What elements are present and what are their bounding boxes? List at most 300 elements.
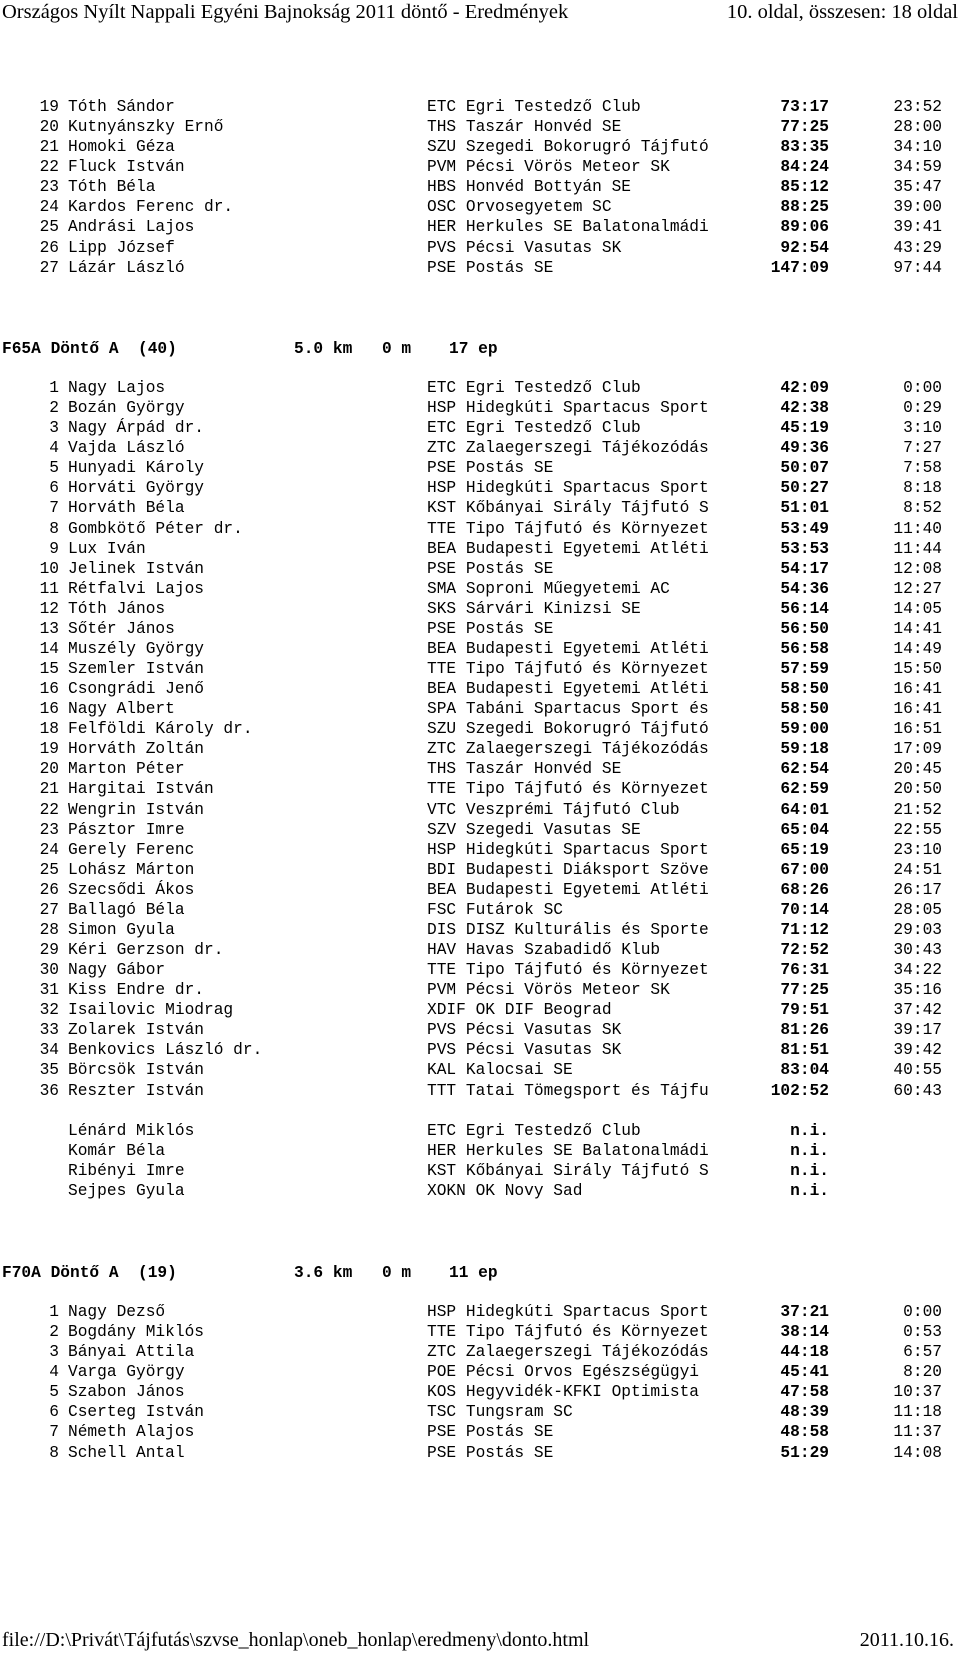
club-name: TTT Tatai Tömegsport és Tájfu — [427, 1081, 709, 1100]
competitor-name: Németh Alajos — [68, 1423, 195, 1442]
finish-time: 48:39 — [780, 1403, 829, 1422]
result-row — [0, 157, 960, 178]
finish-time: 64:01 — [780, 800, 829, 819]
finish-time: 65:19 — [780, 840, 829, 859]
finish-time: 54:17 — [780, 559, 829, 578]
result-row — [0, 1362, 960, 1383]
competitor-name: Hunyadi Károly — [68, 459, 204, 478]
time-behind: 34:22 — [893, 961, 942, 979]
club-name: ETC Egri Testedző Club — [427, 98, 641, 116]
result-row — [0, 619, 960, 640]
finish-time: 44:18 — [780, 1343, 829, 1362]
club-name: SMA Soproni Műegyetemi AC — [427, 579, 670, 598]
club-name: BEA Budapesti Egyetemi Atléti — [427, 880, 709, 899]
rank: 22 — [39, 800, 59, 819]
time-behind: 15:50 — [893, 660, 942, 678]
finish-time: 53:49 — [780, 519, 829, 538]
time-behind: 0:53 — [903, 1323, 942, 1342]
club-name: THS Taszár Honvéd SE — [427, 760, 622, 779]
result-row — [0, 900, 960, 921]
course-climb: 0 m — [382, 1264, 412, 1282]
time-behind: 16:41 — [893, 700, 942, 719]
result-row — [0, 739, 960, 760]
time-behind: 37:42 — [893, 1001, 942, 1020]
rank: 16 — [39, 700, 59, 719]
competitor-name: Tóth Béla — [68, 178, 156, 197]
rank: 2 — [49, 1323, 59, 1342]
competitor-name: Sőtér János — [68, 619, 175, 638]
rank: 25 — [39, 860, 59, 879]
time-behind: 20:45 — [893, 760, 942, 779]
time-behind: 28:05 — [893, 900, 942, 919]
finish-time: 70:14 — [780, 900, 829, 919]
result-row — [0, 1302, 960, 1323]
time-behind: 8:52 — [903, 499, 942, 518]
competitor-name: Szemler István — [68, 660, 204, 678]
competitor-name: Kardos Ferenc dr. — [68, 198, 234, 217]
finish-time: 59:00 — [780, 720, 829, 739]
rank: 27 — [39, 258, 59, 277]
club-name: TTE Tipo Tájfutó és Környezet — [427, 519, 709, 538]
time-behind: 20:50 — [893, 780, 942, 799]
course-distance: 5.0 km — [294, 340, 353, 358]
time-behind: 0:00 — [903, 379, 942, 397]
finish-time: 77:25 — [780, 981, 829, 1000]
rank: 8 — [49, 1443, 59, 1462]
result-row — [0, 1322, 960, 1343]
rank: 10 — [39, 559, 59, 578]
time-behind: 0:00 — [903, 1303, 942, 1321]
finish-time: 50:07 — [780, 459, 829, 478]
club-name: TTE Tipo Tájfutó és Környezet — [427, 1323, 709, 1342]
unranked-row — [0, 1141, 960, 1162]
time-behind: 12:08 — [893, 559, 942, 578]
competitor-name: Reszter István — [68, 1081, 204, 1100]
club-name: HER Herkules SE Balatonalmádi — [427, 1142, 709, 1161]
rank: 13 — [39, 619, 59, 638]
rank: 33 — [39, 1021, 59, 1040]
result-row — [0, 1422, 960, 1443]
rank: 6 — [49, 1403, 59, 1422]
finish-time: 42:09 — [780, 379, 829, 397]
rank: 11 — [39, 579, 59, 598]
club-name: HSP Hidegkúti Spartacus Sport — [427, 1303, 709, 1321]
rank: 25 — [39, 218, 59, 237]
page-footer — [0, 1628, 960, 1653]
competitor-name: Zolarek István — [68, 1021, 204, 1040]
time-behind: 35:47 — [893, 178, 942, 197]
time-behind: 14:05 — [893, 599, 942, 618]
rank: 34 — [39, 1041, 59, 1060]
rank: 22 — [39, 158, 59, 177]
time-behind: 40:55 — [893, 1061, 942, 1080]
time-behind: 8:18 — [903, 479, 942, 498]
finish-time: 49:36 — [780, 439, 829, 458]
control-count: 11 ep — [449, 1264, 498, 1282]
club-name: THS Taszár Honvéd SE — [427, 118, 622, 137]
competitor-name: Lázár László — [68, 258, 185, 277]
rank: 7 — [49, 1423, 59, 1442]
competitor-name: Sejpes Gyula — [68, 1182, 185, 1201]
club-name: BEA Budapesti Egyetemi Atléti — [427, 639, 709, 658]
file-path: file://D:\Privát\Tájfutás\szvse_honlap\oneb_honlap\eredmeny\donto.html — [2, 1629, 590, 1651]
finish-time: 56:50 — [780, 619, 829, 638]
club-name: TTE Tipo Tájfutó és Környezet — [427, 780, 709, 799]
time-behind: 11:37 — [893, 1423, 942, 1442]
competitor-name: Nagy Árpád dr. — [68, 419, 204, 438]
competitor-name: Horváth Zoltán — [68, 740, 204, 759]
competitor-name: Lohász Márton — [68, 860, 195, 879]
time-behind: 34:59 — [893, 158, 942, 177]
competitor-name: Nagy Gábor — [68, 961, 166, 979]
rank: 18 — [39, 720, 59, 739]
club-name: HAV Havas Szabadidő Klub — [427, 941, 661, 959]
rank: 21 — [39, 780, 59, 799]
club-name: PSE Postás SE — [427, 258, 554, 277]
result-row — [0, 1342, 960, 1363]
course-distance: 3.6 km — [294, 1264, 353, 1282]
finish-time: 72:52 — [780, 941, 829, 959]
club-name: TSC Tungsram SC — [427, 1403, 573, 1422]
result-row — [0, 719, 960, 740]
competitor-name: Simon Gyula — [68, 920, 175, 939]
time-behind: 14:41 — [893, 619, 942, 638]
club-name: HSP Hidegkúti Spartacus Sport — [427, 840, 709, 859]
competitor-name: Kutnyánszky Ernő — [68, 118, 224, 137]
rank: 14 — [39, 639, 59, 658]
club-name: PSE Postás SE — [427, 1443, 554, 1462]
competitor-name: Horváti György — [68, 479, 204, 498]
time-behind: 39:41 — [893, 218, 942, 237]
control-count: 17 ep — [449, 340, 498, 358]
time-behind: 29:03 — [893, 920, 942, 939]
result-row — [0, 438, 960, 459]
result-row — [0, 779, 960, 800]
result-row — [0, 980, 960, 1001]
time-behind: 17:09 — [893, 740, 942, 759]
result-row — [0, 1020, 960, 1041]
rank: 28 — [39, 920, 59, 939]
rank: 21 — [39, 138, 59, 157]
club-name: HBS Honvéd Bottyán SE — [427, 178, 631, 197]
competitor-name: Jelinek István — [68, 559, 204, 578]
result-row — [0, 238, 960, 259]
club-name: KST Kőbányai Sirály Tájfutó S — [427, 1162, 709, 1181]
result-row — [0, 880, 960, 901]
club-name: PSE Postás SE — [427, 459, 554, 478]
competitor-name: Komár Béla — [68, 1142, 166, 1161]
competitor-name: Szecsődi Ákos — [68, 880, 195, 899]
result-row — [0, 699, 960, 720]
unranked-row — [0, 1121, 960, 1142]
rank: 36 — [39, 1081, 59, 1100]
result-row — [0, 258, 960, 279]
club-name: PVM Pécsi Vörös Meteor SK — [427, 981, 670, 1000]
club-name: PVS Pécsi Vasutas SK — [427, 238, 622, 257]
rank: 29 — [39, 941, 59, 959]
club-name: HER Herkules SE Balatonalmádi — [427, 218, 709, 237]
result-row — [0, 860, 960, 881]
club-name: DIS DISZ Kulturális és Sporte — [427, 920, 709, 939]
result-row — [0, 940, 960, 961]
finish-time: 45:41 — [780, 1363, 829, 1382]
time-behind: 8:20 — [903, 1363, 942, 1382]
competitor-name: Bozán György — [68, 399, 185, 418]
club-name: HSP Hidegkúti Spartacus Sport — [427, 479, 709, 498]
result-row — [0, 960, 960, 981]
finish-time: 81:26 — [780, 1021, 829, 1040]
time-behind: 10:37 — [893, 1383, 942, 1402]
competitor-name: Varga György — [68, 1363, 185, 1382]
rank: 26 — [39, 880, 59, 899]
competitor-name: Marton Péter — [68, 760, 185, 779]
competitor-name: Wengrin István — [68, 800, 204, 819]
rank: 8 — [49, 519, 59, 538]
competitor-name: Felföldi Károly dr. — [68, 720, 253, 739]
rank: 4 — [49, 1363, 59, 1382]
result-row — [0, 197, 960, 218]
finish-time: 65:04 — [780, 820, 829, 839]
competitor-name: Ribényi Imre — [68, 1162, 185, 1181]
time-behind: 11:40 — [893, 519, 942, 538]
category-name: F70A Döntő A (19) — [2, 1264, 177, 1282]
course-climb: 0 m — [382, 340, 412, 358]
club-name: SKS Sárvári Kinizsi SE — [427, 599, 641, 618]
finish-time: 51:01 — [780, 499, 829, 518]
club-name: OSC Orvosegyetem SC — [427, 198, 612, 217]
club-name: ETC Egri Testedző Club — [427, 419, 641, 438]
result-row — [0, 559, 960, 580]
rank: 12 — [39, 599, 59, 618]
result-row — [0, 418, 960, 439]
competitor-name: Muszély György — [68, 639, 204, 658]
time-behind: 6:57 — [903, 1343, 942, 1362]
finish-time: 81:51 — [780, 1041, 829, 1060]
finish-time: 38:14 — [780, 1323, 829, 1342]
competitor-name: Vajda László — [68, 439, 185, 458]
rank: 1 — [49, 379, 59, 397]
time-behind: 39:42 — [893, 1041, 942, 1060]
rank: 15 — [39, 660, 59, 678]
finish-time: 84:24 — [780, 158, 829, 177]
result-row — [0, 398, 960, 419]
result-row — [0, 1000, 960, 1021]
competitor-name: Benkovics László dr. — [68, 1041, 263, 1060]
finish-time: 51:29 — [780, 1443, 829, 1462]
time-behind: 26:17 — [893, 880, 942, 899]
time-behind: 60:43 — [893, 1081, 942, 1100]
time-behind: 39:17 — [893, 1021, 942, 1040]
result-row — [0, 820, 960, 841]
time-behind: 16:41 — [893, 680, 942, 698]
competitor-name: Fluck István — [68, 158, 185, 177]
club-name: ETC Egri Testedző Club — [427, 379, 641, 397]
time-behind: 16:51 — [893, 720, 942, 739]
club-name: TTE Tipo Tájfutó és Környezet — [427, 961, 709, 979]
competitor-name: Tóth János — [68, 599, 166, 618]
club-name: FSC Futárok SC — [427, 900, 563, 919]
result-row — [0, 1060, 960, 1081]
competitor-name: Cserteg István — [68, 1403, 204, 1422]
competitor-name: Rétfalvi Lajos — [68, 579, 204, 598]
finish-time: 102:52 — [770, 1081, 829, 1100]
rank: 19 — [39, 98, 59, 116]
rank: 23 — [39, 820, 59, 839]
page-title: Országos Nyílt Nappali Egyéni Bajnokság 2011 döntő - Eredmények — [2, 1, 569, 23]
finish-time: 54:36 — [780, 579, 829, 598]
finish-time: 85:12 — [780, 178, 829, 197]
result-row — [0, 478, 960, 499]
result-row — [0, 1402, 960, 1423]
rank: 24 — [39, 198, 59, 217]
finish-time: 57:59 — [780, 660, 829, 678]
rank: 35 — [39, 1061, 59, 1080]
category-name: F65A Döntő A (40) — [2, 340, 177, 358]
result-row — [0, 1443, 960, 1464]
result-status: n.i. — [790, 1182, 829, 1201]
finish-time: 56:58 — [780, 639, 829, 658]
competitor-name: Isailovic Miodrag — [68, 1001, 234, 1020]
result-status: n.i. — [790, 1122, 829, 1140]
club-name: BEA Budapesti Egyetemi Atléti — [427, 680, 709, 698]
result-row — [0, 1040, 960, 1061]
result-row — [0, 679, 960, 700]
rank: 3 — [49, 419, 59, 438]
club-name: PSE Postás SE — [427, 1423, 554, 1442]
finish-time: 92:54 — [780, 238, 829, 257]
time-behind: 23:10 — [893, 840, 942, 859]
time-behind: 7:58 — [903, 459, 942, 478]
result-row — [0, 519, 960, 540]
club-name: SZU Szegedi Bokorugró Tájfutó — [427, 138, 709, 157]
rank: 2 — [49, 399, 59, 418]
finish-time: 50:27 — [780, 479, 829, 498]
club-name: TTE Tipo Tájfutó és Környezet — [427, 660, 709, 678]
competitor-name: Csongrádi Jenő — [68, 680, 204, 698]
club-name: HSP Hidegkúti Spartacus Sport — [427, 399, 709, 418]
competitor-name: Lipp József — [68, 238, 175, 257]
club-name: ZTC Zalaegerszegi Tájékozódás — [427, 740, 709, 759]
result-row — [0, 659, 960, 680]
finish-time: 59:18 — [780, 740, 829, 759]
time-behind: 24:51 — [893, 860, 942, 879]
page-counter: 10. oldal, összesen: 18 oldal — [726, 1, 958, 23]
competitor-name: Schell Antal — [68, 1443, 185, 1462]
unranked-row — [0, 1161, 960, 1182]
competitor-name: Börcsök István — [68, 1061, 204, 1080]
finish-time: 76:31 — [780, 961, 829, 979]
finish-time: 53:53 — [780, 539, 829, 558]
time-behind: 97:44 — [893, 258, 942, 277]
finish-time: 83:04 — [780, 1061, 829, 1080]
competitor-name: Horváth Béla — [68, 499, 185, 518]
finish-time: 88:25 — [780, 198, 829, 217]
time-behind: 11:44 — [893, 539, 942, 558]
time-behind: 35:16 — [893, 981, 942, 1000]
rank: 23 — [39, 178, 59, 197]
result-row — [0, 217, 960, 238]
finish-time: 48:58 — [780, 1423, 829, 1442]
time-behind: 28:00 — [893, 118, 942, 137]
rank: 4 — [49, 439, 59, 458]
page-header — [0, 0, 960, 30]
club-name: BEA Budapesti Egyetemi Atléti — [427, 539, 709, 558]
finish-time: 147:09 — [770, 258, 829, 277]
competitor-name: Pásztor Imre — [68, 820, 185, 839]
result-row — [0, 458, 960, 479]
competitor-name: Bogdány Miklós — [68, 1323, 204, 1342]
competitor-name: Lénárd Miklós — [68, 1122, 195, 1140]
rank: 27 — [39, 900, 59, 919]
finish-time: 62:59 — [780, 780, 829, 799]
finish-time: 37:21 — [780, 1303, 829, 1321]
rank: 32 — [39, 1001, 59, 1020]
club-name: POE Pécsi Orvos Egészségügyi — [427, 1363, 699, 1382]
competitor-name: Gombkötő Péter dr. — [68, 519, 243, 538]
club-name: BDI Budapesti Diáksport Szöve — [427, 860, 709, 879]
competitor-name: Nagy Albert — [68, 700, 175, 719]
rank: 7 — [49, 499, 59, 518]
club-name: PSE Postás SE — [427, 559, 554, 578]
competitor-name: Bányai Attila — [68, 1343, 195, 1362]
club-name: VTC Veszprémi Tájfutó Club — [427, 800, 680, 819]
finish-time: 79:51 — [780, 1001, 829, 1020]
rank: 24 — [39, 840, 59, 859]
finish-time: 58:50 — [780, 680, 829, 698]
competitor-name: Tóth Sándor — [68, 98, 175, 116]
competitor-name: Lux Iván — [68, 539, 146, 558]
rank: 5 — [49, 1383, 59, 1402]
finish-time: 71:12 — [780, 920, 829, 939]
time-behind: 22:55 — [893, 820, 942, 839]
result-row — [0, 97, 960, 118]
finish-time: 73:17 — [780, 98, 829, 116]
club-name: KAL Kalocsai SE — [427, 1061, 573, 1080]
time-behind: 3:10 — [903, 419, 942, 438]
club-name: PVS Pécsi Vasutas SK — [427, 1021, 622, 1040]
time-behind: 30:43 — [893, 941, 942, 959]
unranked-row — [0, 1181, 960, 1202]
competitor-name: Szabon János — [68, 1383, 185, 1402]
result-row — [0, 800, 960, 821]
result-status: n.i. — [790, 1162, 829, 1181]
competitor-name: Homoki Géza — [68, 138, 175, 157]
time-behind: 34:10 — [893, 138, 942, 157]
time-behind: 0:29 — [903, 399, 942, 418]
finish-time: 62:54 — [780, 760, 829, 779]
result-row — [0, 1081, 960, 1102]
rank: 6 — [49, 479, 59, 498]
club-name: ETC Egri Testedző Club — [427, 1122, 641, 1140]
time-behind: 21:52 — [893, 800, 942, 819]
competitor-name: Kéri Gerzson dr. — [68, 941, 224, 959]
club-name: KOS Hegyvidék-KFKI Optimista — [427, 1383, 699, 1402]
rank: 3 — [49, 1343, 59, 1362]
result-row — [0, 1382, 960, 1403]
time-behind: 14:49 — [893, 639, 942, 658]
competitor-name: Kiss Endre dr. — [68, 981, 204, 1000]
competitor-name: Andrási Lajos — [68, 218, 195, 237]
club-name: PSE Postás SE — [427, 619, 554, 638]
result-row — [0, 539, 960, 560]
club-name: ZTC Zalaegerszegi Tájékozódás — [427, 439, 709, 458]
finish-time: 47:58 — [780, 1383, 829, 1402]
rank: 20 — [39, 118, 59, 137]
competitor-name: Ballagó Béla — [68, 900, 185, 919]
club-name: PVS Pécsi Vasutas SK — [427, 1041, 622, 1060]
rank: 26 — [39, 238, 59, 257]
result-row — [0, 599, 960, 620]
